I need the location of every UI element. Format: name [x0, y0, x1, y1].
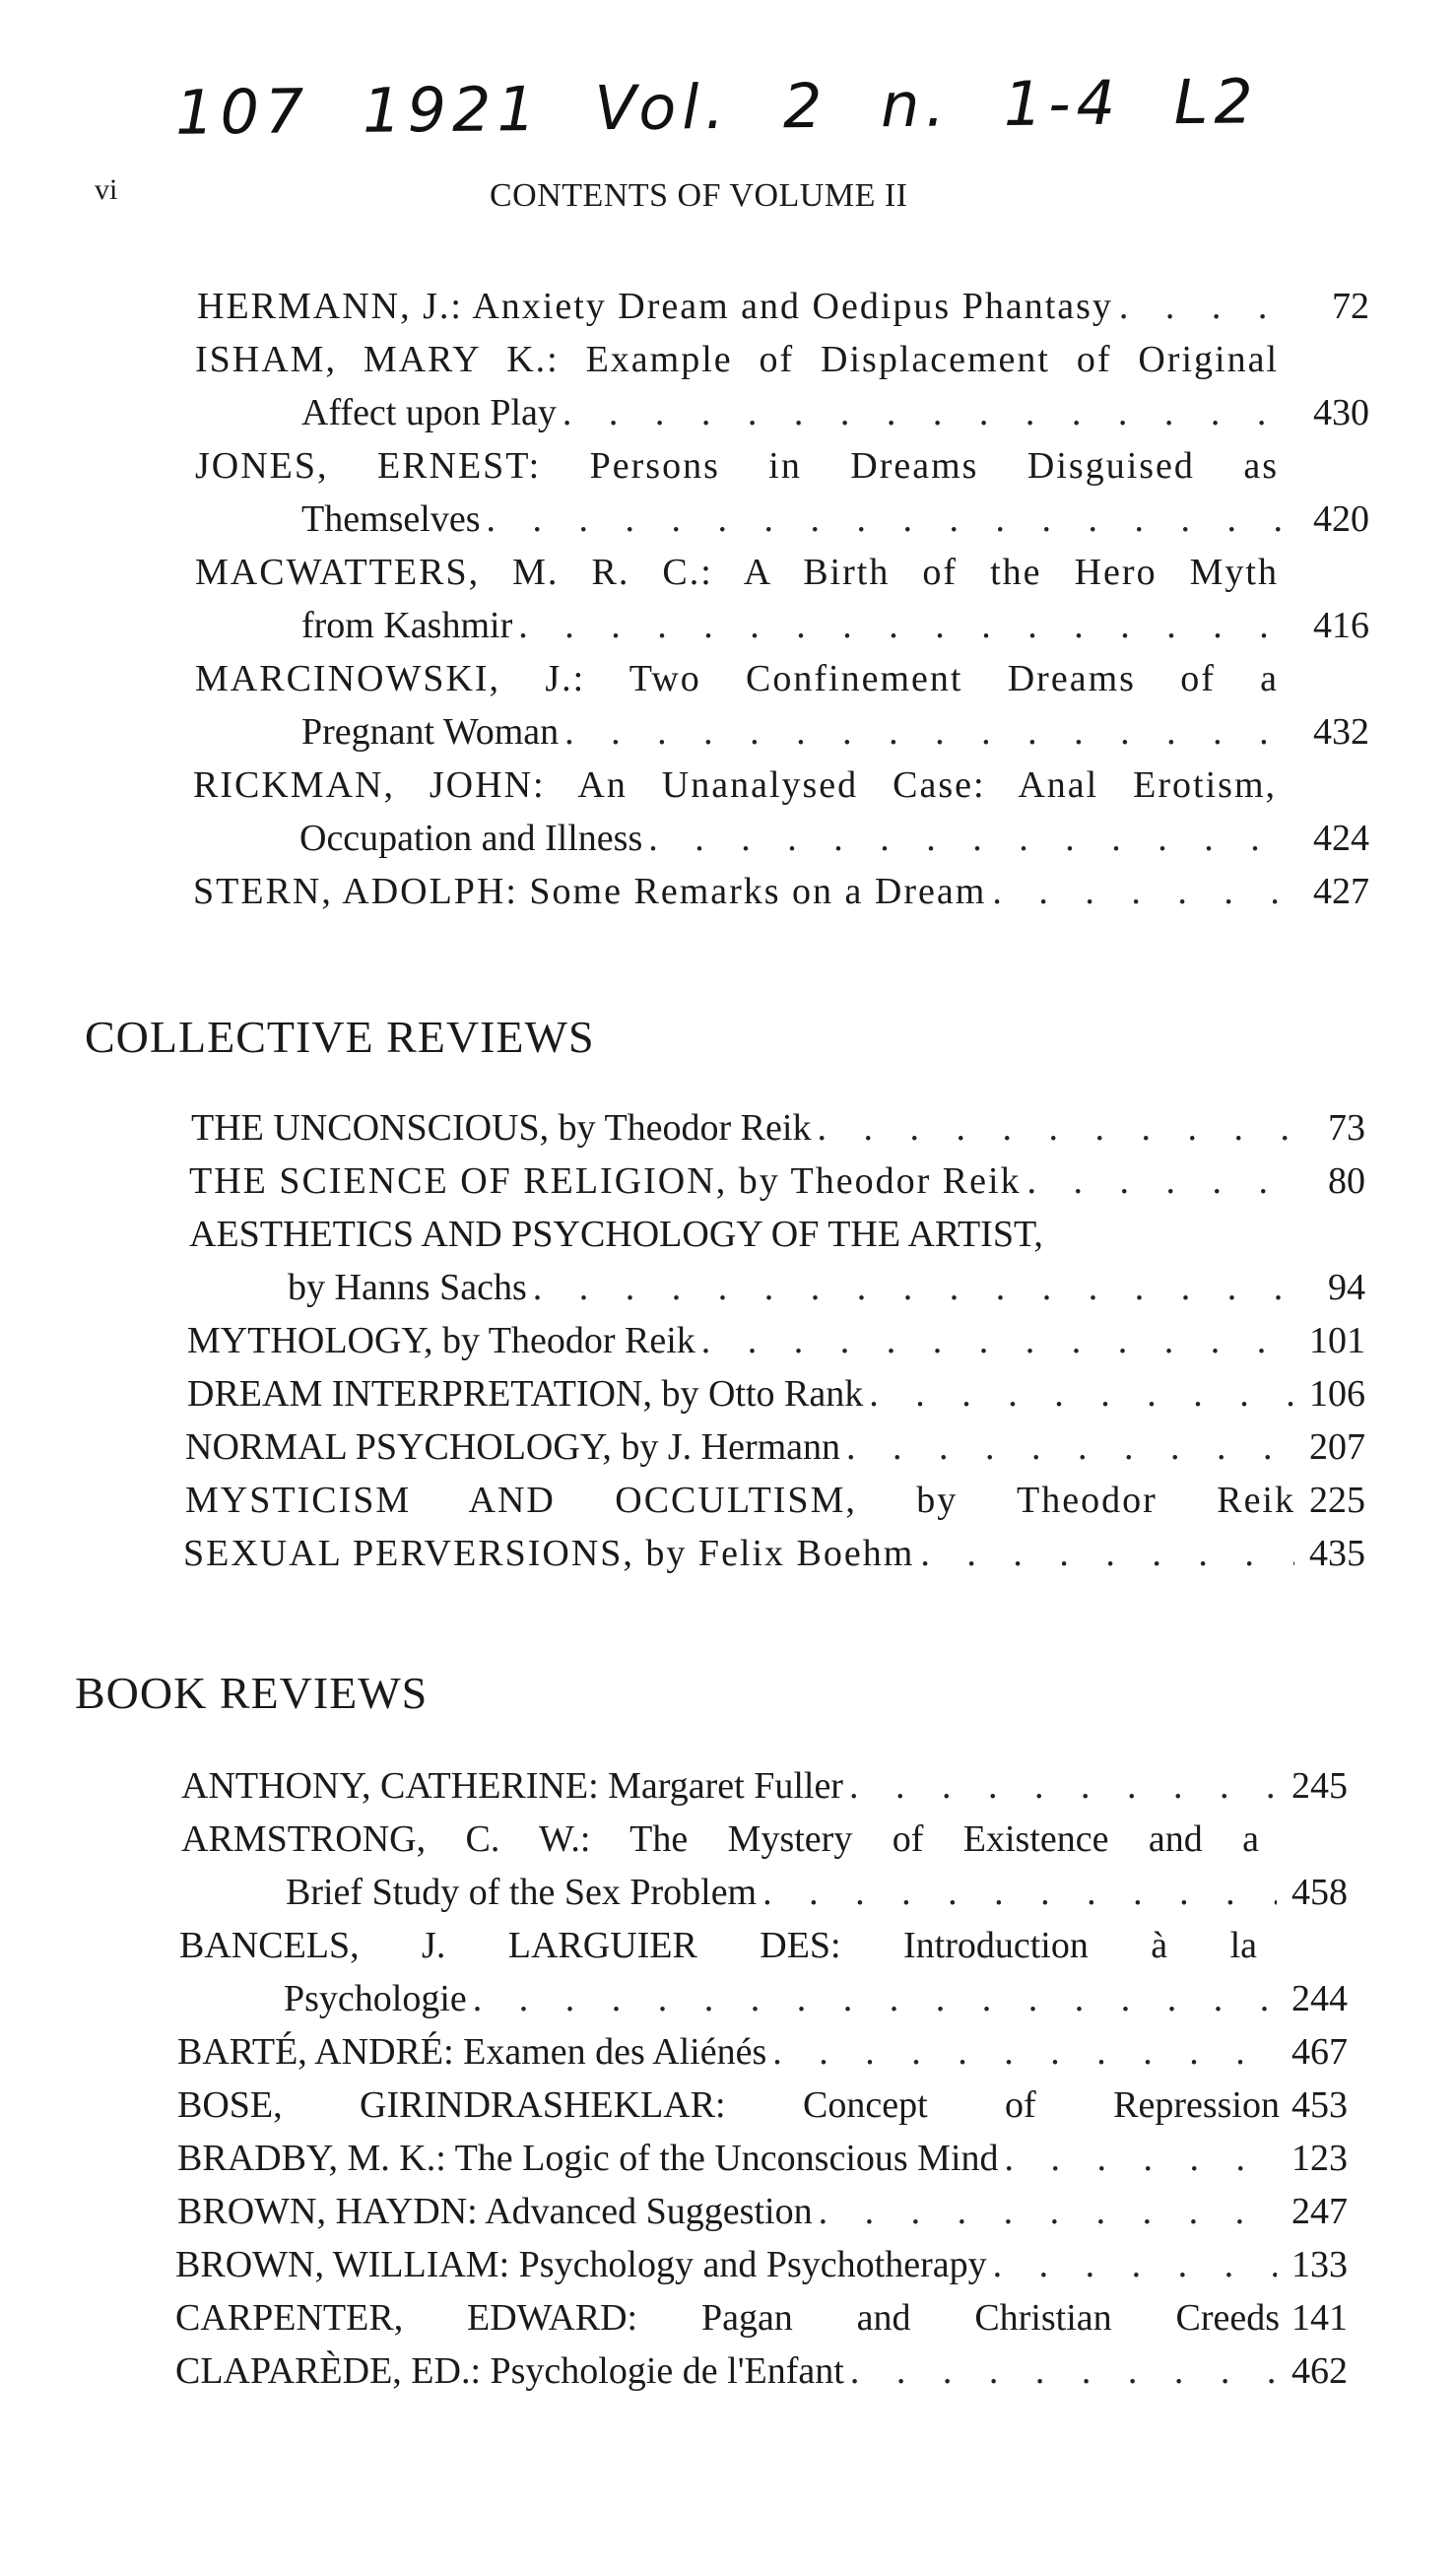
entry-title: BANCELS, J. LARGUIER DES: Introduction à la — [179, 1925, 1257, 1966]
entry-page: 453 — [1291, 2084, 1348, 2126]
entry-page: 244 — [1291, 1978, 1348, 2019]
toc-entry — [175, 2291, 1348, 2344]
entry-title: RICKMAN, JOHN: An Unanalysed Case: Anal Erotism, — [193, 764, 1277, 806]
toc-entry — [195, 652, 1369, 759]
leader-dots — [846, 1420, 1294, 1474]
leader-dots — [819, 2185, 1277, 2238]
entry-title: STERN, ADOLPH: Some Remarks on a Dream — [193, 871, 987, 912]
entry-page: 133 — [1291, 2244, 1348, 2285]
toc-entry — [177, 2132, 1348, 2185]
entry-title-continued: Psychologie — [284, 1978, 467, 2019]
leader-dots — [518, 599, 1298, 652]
page-number: vi — [95, 173, 118, 206]
entry-title: SEXUAL PERVERSIONS, by Felix Boehm — [183, 1533, 915, 1574]
leader-dots — [869, 1367, 1294, 1420]
leader-dots — [1119, 280, 1298, 333]
entry-page: 420 — [1313, 498, 1369, 540]
leader-dots — [1027, 1155, 1294, 1208]
toc-entry — [175, 2238, 1348, 2291]
leader-dots — [533, 1261, 1294, 1314]
leader-dots — [849, 1759, 1277, 1813]
toc-entry — [191, 1101, 1365, 1155]
toc-entry — [181, 1813, 1348, 1919]
entry-page: 73 — [1328, 1107, 1365, 1149]
entry-title: MYSTICISM AND OCCULTISM, by Theodor Reik — [185, 1480, 1295, 1521]
entry-title-continued: Affect upon Play — [301, 392, 557, 433]
entry-page: 141 — [1291, 2297, 1348, 2339]
entry-title: CARPENTER, EDWARD: Pagan and Christian Creeds — [175, 2297, 1280, 2339]
entry-title: HERMANN, J.: Anxiety Dream and Oedipus Phantasy — [197, 286, 1113, 327]
toc-entry — [177, 2185, 1348, 2238]
entry-title: BOSE, GIRINDRASHEKLAR: Concept of Repression — [177, 2084, 1280, 2126]
toc-entry — [185, 1420, 1365, 1474]
entry-page: 467 — [1291, 2031, 1348, 2073]
entry-page: 80 — [1328, 1160, 1365, 1202]
toc-entry — [181, 1759, 1348, 1813]
toc-entry — [195, 333, 1369, 439]
entry-title: DREAM INTERPRETATION, by Otto Rank — [187, 1373, 864, 1415]
entry-title: ISHAM, MARY K.: Example of Displacement of Original — [195, 339, 1279, 380]
book-reviews-heading: BOOK REVIEWS — [75, 1668, 429, 1718]
leader-dots — [648, 812, 1298, 865]
entry-page: 123 — [1291, 2138, 1348, 2179]
leader-dots — [992, 865, 1298, 918]
entry-page: 72 — [1332, 286, 1369, 327]
entry-page: 207 — [1309, 1426, 1365, 1468]
collective-reviews-heading: COLLECTIVE REVIEWS — [85, 1012, 595, 1062]
entry-title: AESTHETICS AND PSYCHOLOGY OF THE ARTIST, — [189, 1214, 1043, 1255]
entry-title-continued: Themselves — [301, 498, 481, 540]
entry-page: 247 — [1291, 2191, 1348, 2232]
toc-entry — [195, 439, 1369, 546]
toc-entry — [185, 1474, 1365, 1527]
entry-page: 245 — [1291, 1765, 1348, 1807]
entry-title: BROWN, WILLIAM: Psychology and Psychotherapy — [175, 2244, 987, 2285]
toc-entry — [175, 2344, 1348, 2398]
entry-title: MARCINOWSKI, J.: Two Confinement Dreams of a — [195, 658, 1279, 699]
leader-dots — [920, 1527, 1294, 1580]
toc-entry — [195, 546, 1369, 652]
entry-page: 101 — [1309, 1320, 1365, 1361]
toc-entry — [183, 1527, 1365, 1580]
entry-page: 416 — [1313, 605, 1369, 646]
toc-entry — [193, 865, 1369, 918]
entry-page: 435 — [1309, 1533, 1365, 1574]
entry-title: THE SCIENCE OF RELIGION, by Theodor Reik — [189, 1160, 1022, 1202]
toc-entry — [197, 280, 1369, 333]
entry-page: 424 — [1313, 818, 1369, 859]
toc-entry — [177, 2025, 1348, 2079]
toc-entry — [179, 1919, 1348, 2025]
entry-page: 430 — [1313, 392, 1369, 433]
entry-title: ANTHONY, CATHERINE: Margaret Fuller — [181, 1765, 843, 1807]
entry-title-continued: from Kashmir — [301, 605, 513, 646]
entry-page: 427 — [1313, 871, 1369, 912]
entry-title-continued: by Hanns Sachs — [288, 1267, 527, 1308]
leader-dots — [993, 2238, 1277, 2291]
entry-title: MACWATTERS, M. R. C.: A Birth of the Hero Myth — [195, 552, 1279, 593]
toc-entry — [193, 759, 1369, 865]
entry-title: CLAPARÈDE, ED.: Psychologie de l'Enfant — [175, 2350, 844, 2392]
entry-title: ARMSTRONG, C. W.: The Mystery of Existence and a — [181, 1818, 1259, 1860]
toc-entry — [187, 1367, 1365, 1420]
entry-title: JONES, ERNEST: Persons in Dreams Disguised as — [195, 445, 1279, 487]
toc-entry — [177, 2079, 1348, 2132]
leader-dots — [762, 1866, 1277, 1919]
toc-entry — [189, 1155, 1365, 1208]
entry-title-continued: Brief Study of the Sex Problem — [286, 1872, 758, 1913]
entry-title: MYTHOLOGY, by Theodor Reik — [187, 1320, 695, 1361]
entry-title: THE UNCONSCIOUS, by Theodor Reik — [191, 1107, 812, 1149]
entry-page: 106 — [1309, 1373, 1365, 1415]
entry-page: 462 — [1291, 2350, 1348, 2392]
entry-page: 458 — [1291, 1872, 1348, 1913]
toc-entry — [189, 1208, 1365, 1314]
leader-dots — [487, 493, 1298, 546]
entry-page: 225 — [1309, 1480, 1365, 1521]
entry-title: BROWN, HAYDN: Advanced Suggestion — [177, 2191, 813, 2232]
entry-title: NORMAL PSYCHOLOGY, by J. Hermann — [185, 1426, 841, 1468]
leader-dots — [564, 705, 1298, 759]
entry-title-continued: Pregnant Woman — [301, 711, 560, 753]
leader-dots — [850, 2344, 1277, 2398]
handwritten-note: 107 1921 Vol. 2 n. 1-4 L2 — [174, 65, 1260, 149]
entry-page: 432 — [1313, 711, 1369, 753]
leader-dots — [473, 1972, 1277, 2025]
entry-title: BRADBY, M. K.: The Logic of the Unconscious Mind — [177, 2138, 999, 2179]
entry-title-continued: Occupation and Illness — [299, 818, 643, 859]
leader-dots — [817, 1101, 1294, 1155]
leader-dots — [563, 386, 1298, 439]
leader-dots — [701, 1314, 1294, 1367]
entry-page: 94 — [1328, 1267, 1365, 1308]
running-head: CONTENTS OF VOLUME II — [490, 177, 908, 214]
leader-dots — [1005, 2132, 1277, 2185]
leader-dots — [772, 2025, 1277, 2079]
entry-title: BARTÉ, ANDRÉ: Examen des Aliénés — [177, 2031, 767, 2073]
toc-entry — [187, 1314, 1365, 1367]
